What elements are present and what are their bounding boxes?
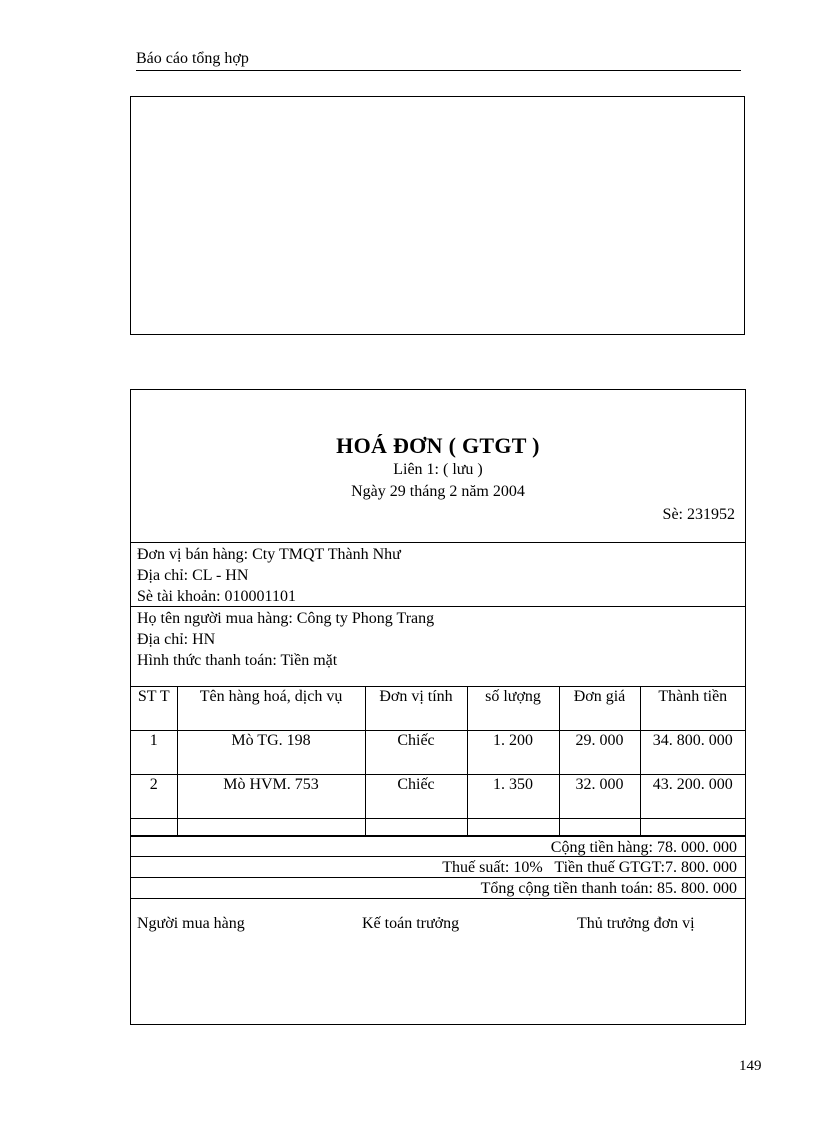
seller-info (131, 543, 745, 607)
table-cell: Chiếc (365, 731, 467, 775)
column-header: Đơn vị tính (365, 687, 467, 731)
column-header: Tên hàng hoá, dịch vụ (177, 687, 365, 731)
table-cell: 1. 350 (467, 775, 559, 819)
table-cell: 43. 200. 000 (640, 775, 745, 819)
column-header: số lượng (467, 687, 559, 731)
table-header-row (131, 687, 745, 731)
seller-account: Sè tài khoản: 010001101 (137, 588, 296, 605)
buyer-signature-label: Người mua hàng (137, 915, 245, 932)
items-table (131, 687, 745, 836)
table-cell: Mò TG. 198 (177, 731, 365, 775)
invoice (130, 389, 746, 1025)
table-row (131, 775, 745, 819)
buyer-address: Địa chỉ: HN (137, 631, 216, 648)
column-header: Thành tiền (640, 687, 745, 731)
invoice-number: Sè: 231952 (662, 506, 735, 523)
page-number: 149 (739, 1058, 762, 1074)
table-cell: 1 (131, 731, 177, 775)
invoice-title: HOÁ ĐƠN ( GTGT ) (336, 433, 540, 458)
buyer-info (131, 607, 745, 687)
invoice-copy: Liên 1: ( lưu ) (393, 461, 483, 478)
table-row (131, 731, 745, 775)
seller-address: Địa chỉ: CL - HN (137, 567, 249, 584)
grand-total: Tổng cộng tiền thanh toán: 85. 800. 000 (131, 878, 745, 899)
column-header: Đơn giá (559, 687, 640, 731)
tax-line: Thuế suất: 10% Tiền thuế GTGT:7. 800. 000 (131, 857, 745, 878)
invoice-header (131, 390, 745, 543)
table-cell: 2 (131, 775, 177, 819)
accountant-signature-label: Kế toán trưởng (362, 915, 460, 932)
seller-name: Đơn vị bán hàng: Cty TMQT Thành Như (137, 546, 401, 563)
table-cell: Chiếc (365, 775, 467, 819)
table-cell: 29. 000 (559, 731, 640, 775)
table-cell: 32. 000 (559, 775, 640, 819)
buyer-name: Họ tên người mua hàng: Công ty Phong Trang (137, 610, 435, 627)
subtotal: Cộng tiền hàng: 78. 000. 000 (131, 836, 745, 857)
signature-section (131, 899, 745, 999)
invoice-date: Ngày 29 tháng 2 năm 2004 (351, 483, 525, 500)
column-header: ST T (131, 687, 177, 731)
table-cell: 1. 200 (467, 731, 559, 775)
empty-table-row (131, 819, 745, 836)
table-cell: 34. 800. 000 (640, 731, 745, 775)
page-header: Báo cáo tổng hợp (136, 50, 741, 71)
blank-frame (130, 96, 745, 335)
table-cell: Mò HVM. 753 (177, 775, 365, 819)
director-signature-label: Thủ trưởng đơn vị (577, 915, 695, 932)
payment-method: Hình thức thanh toán: Tiền mặt (137, 652, 338, 669)
